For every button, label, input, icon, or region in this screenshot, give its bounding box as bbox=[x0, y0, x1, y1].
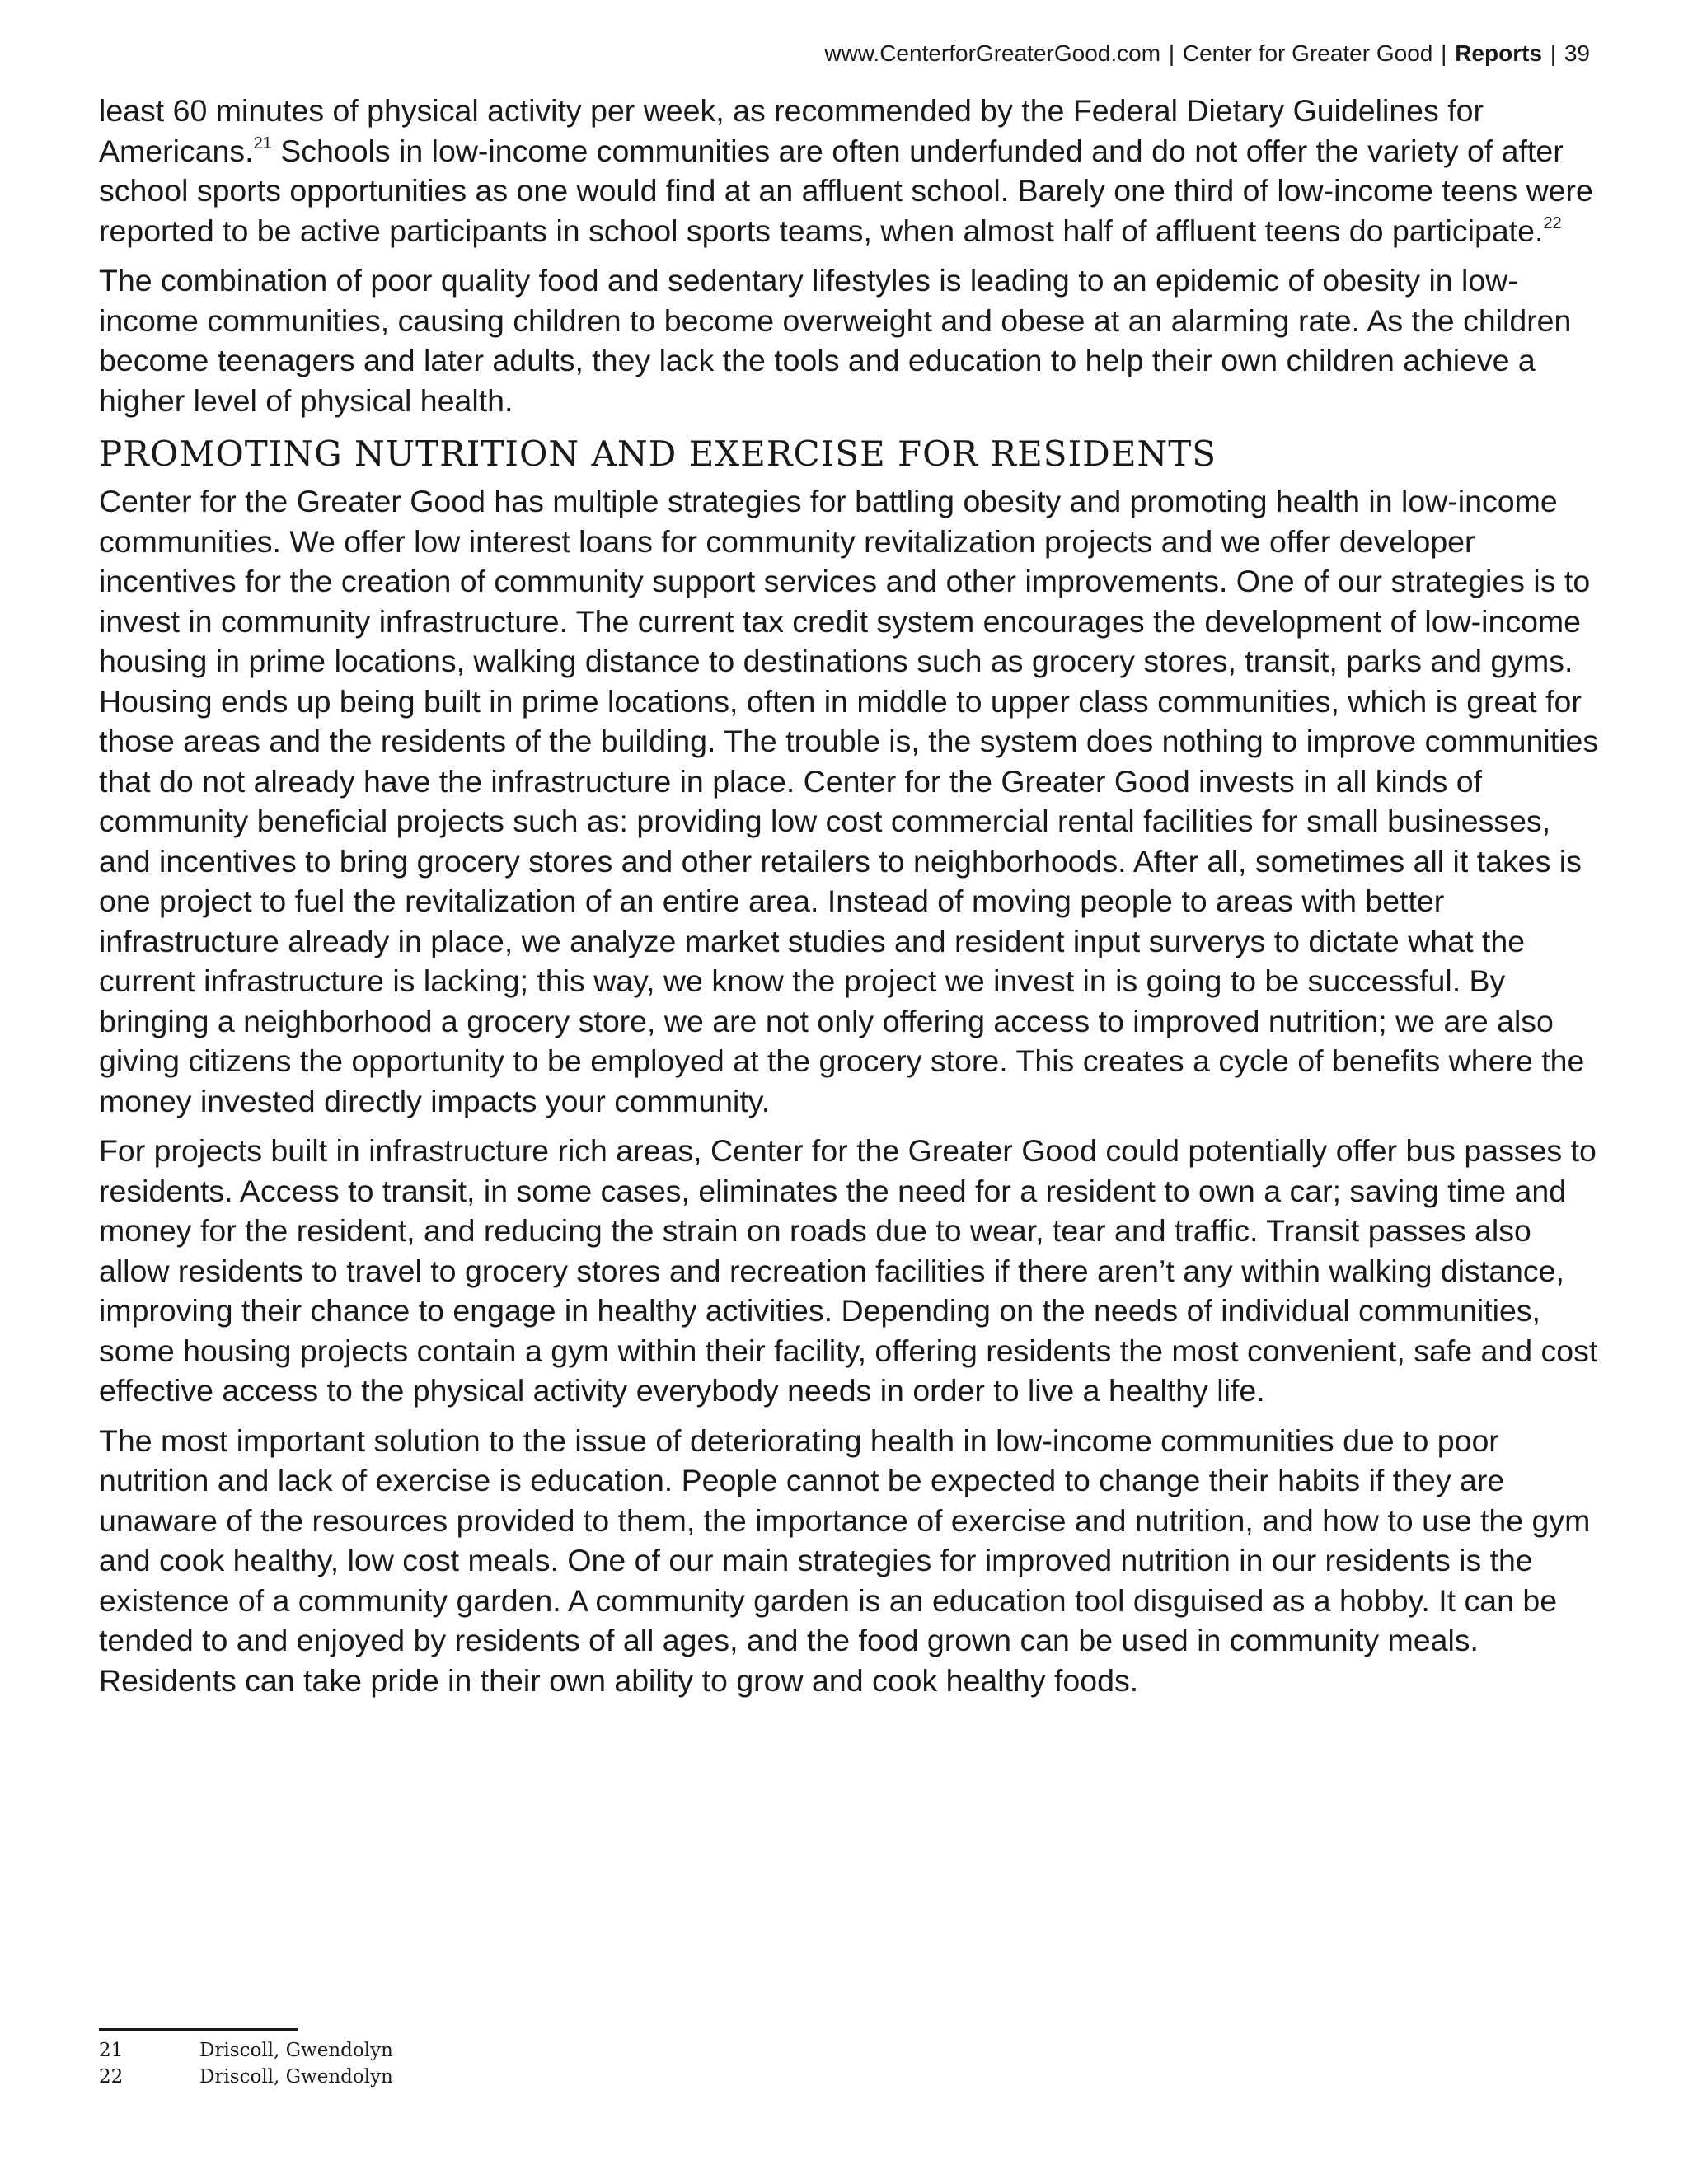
footnote-text: Driscoll, Gwendolyn bbox=[199, 2066, 393, 2088]
body-paragraph bbox=[99, 91, 1599, 251]
footnote-ref-21[interactable]: 21 bbox=[253, 134, 272, 152]
footnote-number: 21 bbox=[99, 2040, 124, 2061]
body-paragraph: Center for the Greater Good has multiple strategies for battling obesity and promoting health in low-income communities. We offer low interest loans for community revitalization projects and we offer developer incentives for the creation of community support services and other improvements. One of our strategies is to invest in community infrastructure. The current tax credit system encourages the development of low-income housing in prime locations, walking distance to destinations such as grocery stores, transit, parks and gyms. Housing ends up being built in prime locations, often in middle to upper class communities, which is great for those areas and the residents of the building. The trouble is, the system does nothing to improve communities that do not already have the infrastructure in place. Center for the Greater Good invests in all kinds of community beneficial projects such as: providing low cost commercial rental facilities for small businesses, and incentives to bring grocery stores and other retailers to neighborhoods. After all, sometimes all it takes is one project to fuel the revitalization of an entire area. Instead of moving people to areas with better infrastructure already in place, we analyze market studies and resident input surverys to dictate what the current infrastructure is lacking; this way, we know the project we invest in is going to be successful. By bringing a neighborhood a grocery store, we are not only offering access to improved nutrition; we are also giving citizens the opportunity to be employed at the grocery store. This creates a cycle of benefits where the money invested directly impacts your community. bbox=[99, 484, 1599, 1118]
paragraph-text: Schools in low-income communities are often underfunded and do not offer the variety of after school sports opportunities as one would find at an affluent school. Barely one third of low-income teens were reported to be active participants in school sports teams, when almost half of affluent teens do participate. bbox=[99, 133, 1593, 248]
body-paragraph: The combination of poor quality food and sedentary lifestyles is leading to an epidemic of obesity in low-income communities, causing children to become overweight and obese at an alarming rate. As the children become teenagers and later adults, they lack the tools and education to help their own children achieve a higher level of physical health. bbox=[99, 263, 1572, 418]
page-number: 39 bbox=[1564, 40, 1590, 66]
body-paragraph: For projects built in infrastructure rich areas, Center for the Greater Good could potentially offer bus passes to residents. Access to transit, in some cases, eliminates the need for a resident to own a car; saving time and money for the resident, and reducing the strain on roads due to wear, tear and traffic. Transit passes also allow residents to travel to grocery stores and recreation facilities if there aren’t any within walking distance, improving their chance to engage in healthy activities. Depending on the needs of individual communities, some housing projects contain a gym within their facility, offering residents the most convenient, safe and cost effective access to the physical activity everybody needs in order to live a healthy life. bbox=[99, 1133, 1598, 1408]
footnote-divider bbox=[99, 2028, 298, 2031]
running-header bbox=[824, 40, 1590, 68]
footnote-ref-22[interactable]: 22 bbox=[1543, 213, 1562, 232]
page-content bbox=[99, 91, 1599, 1710]
section-label: Reports bbox=[1455, 40, 1542, 66]
footnote-number: 22 bbox=[99, 2066, 124, 2088]
paragraph-text: least 60 minutes of physical activity per week, as recommended by the Federal Dietary Guidelines for Americans. bbox=[99, 93, 1484, 168]
header-separator: | bbox=[1168, 40, 1175, 66]
header-separator: | bbox=[1441, 40, 1447, 66]
footnotes bbox=[99, 2028, 676, 2090]
footnote-item bbox=[99, 2064, 676, 2090]
organization-name: Center for Greater Good bbox=[1182, 40, 1433, 66]
footnote-item bbox=[99, 2037, 676, 2064]
website-url[interactable]: www.CenterforGreaterGood.com bbox=[824, 40, 1161, 66]
body-paragraph: The most important solution to the issue of deteriorating health in low-income communities due to poor nutrition and lack of exercise is education. People cannot be expected to change their habits if they are unaware of the resources provided to them, the importance of exercise and nutrition, and how to use the gym and cook healthy, low cost meals. One of our main strategies for improved nutrition in our residents is the existence of a community garden. A community garden is an education tool disguised as a hobby. It can be tended to and enjoyed by residents of all ages, and the food grown can be used in community meals. Residents can take pride in their own ability to grow and cook healthy foods. bbox=[99, 1422, 1591, 1698]
header-separator: | bbox=[1550, 40, 1557, 66]
section-heading: PROMOTING NUTRITION AND EXERCISE FOR RESIDENTS bbox=[99, 434, 1217, 474]
footnote-text: Driscoll, Gwendolyn bbox=[199, 2040, 393, 2061]
